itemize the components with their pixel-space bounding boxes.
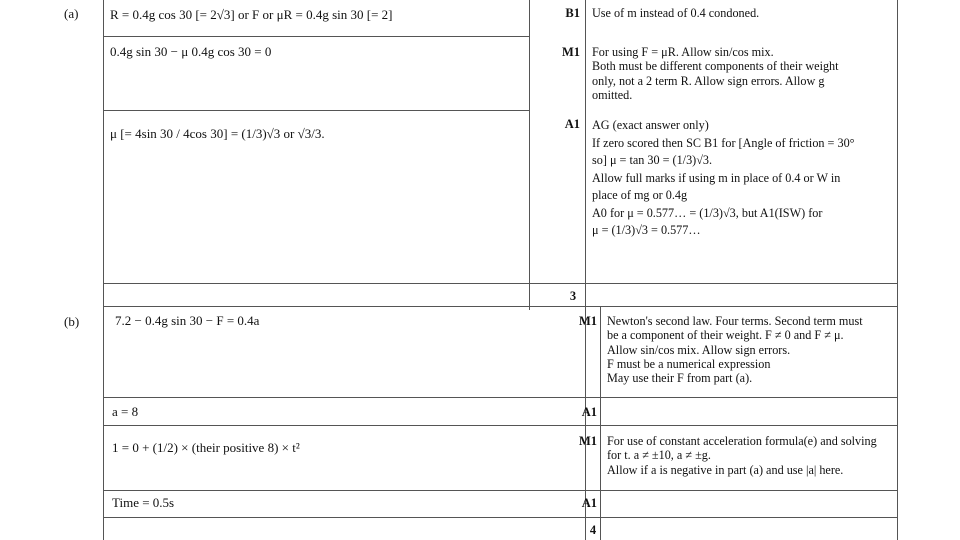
part-b-label: (b) <box>64 314 80 329</box>
grid-hline <box>103 490 897 491</box>
grid-vline-left <box>103 0 104 540</box>
working-a1: R = 0.4g cos 30 [= 2√3] or F or μR = 0.4g sin 30 [= 2] <box>110 7 393 22</box>
guidance-line: omitted. <box>592 87 633 102</box>
guidance-line: Allow if a is negative in part (a) and use |a| here. <box>607 462 844 477</box>
mark-b2: A1 <box>581 405 597 419</box>
total-a: 3 <box>569 289 577 303</box>
guidance-line: μ = (1/3)√3 = 0.577… <box>592 223 701 237</box>
guidance-line: For use of constant acceleration formula(e) and solving <box>607 434 877 448</box>
guidance-line: AG (exact answer only) <box>592 118 709 132</box>
guidance-b3 <box>607 434 917 477</box>
guidance-line: so] μ = tan 30 = (1/3)√3. <box>592 153 713 167</box>
guidance-line: May use their F from part (a). <box>607 371 753 386</box>
working-b2: a = 8 <box>112 404 139 419</box>
guidance-line: Allow full marks if using m in place of 0.4 or W in <box>592 170 841 185</box>
guidance-line: only, not a 2 term R. Allow sign errors. Allow g <box>592 73 825 88</box>
guidance-line: If zero scored then SC B1 for [Angle of friction = 30° <box>592 135 855 150</box>
grid-hline <box>103 425 897 426</box>
guidance-line: A0 for μ = 0.577… = (1/3)√3, but A1(ISW) for <box>592 205 823 220</box>
guidance-line: for t. a ≠ ±10, a ≠ ±g. <box>607 448 711 463</box>
working-b3: 1 = 0 + (1/2) × (their positive 8) × t² <box>112 440 300 455</box>
grid-hline <box>103 517 897 518</box>
guidance-line: For using F = μR. Allow sin/cos mix. <box>592 45 774 59</box>
part-a-label: (a) <box>64 6 79 21</box>
grid-hline <box>103 283 897 284</box>
grid-vline-guid <box>585 0 586 540</box>
total-b: 4 <box>589 523 597 537</box>
guidance-line: Use of m instead of 0.4 condoned. <box>592 6 760 20</box>
mark-b4: A1 <box>581 496 597 510</box>
guidance-line: F must be a numerical expression <box>607 356 771 371</box>
guidance-a3 <box>592 117 902 240</box>
working-b4: Time = 0.5s <box>112 495 175 510</box>
guidance-line: Allow sin/cos mix. Allow sign errors. <box>607 342 791 357</box>
mark-a2: M1 <box>561 45 580 59</box>
mark-b3: M1 <box>578 434 597 448</box>
mark-a1: B1 <box>565 6 580 20</box>
grid-hline <box>103 306 897 307</box>
mark-b1: M1 <box>578 314 597 328</box>
guidance-b1 <box>607 314 917 385</box>
working-a2: 0.4g sin 30 − μ 0.4g cos 30 = 0 <box>110 44 272 59</box>
guidance-line: Newton's second law. Four terms. Second term must <box>607 314 863 328</box>
working-b1: 7.2 − 0.4g sin 30 − F = 0.4a <box>115 313 260 328</box>
grid-hline <box>103 110 529 111</box>
mark-a3: A1 <box>564 117 580 131</box>
grid-hline <box>103 397 897 398</box>
guidance-line: Both must be different components of their weight <box>592 59 839 74</box>
guidance-a2 <box>592 45 902 102</box>
working-a3: μ [= 4sin 30 / 4cos 30] = (1/3)√3 or √3/3. <box>110 126 325 141</box>
grid-vline-mid <box>529 0 530 310</box>
guidance-a1 <box>592 6 902 20</box>
guidance-line: place of mg or 0.4g <box>592 188 688 202</box>
grid-vline-guid-b <box>600 306 601 540</box>
guidance-line: be a component of their weight. F ≠ 0 and F ≠ μ. <box>607 328 844 343</box>
grid-hline <box>103 36 529 37</box>
